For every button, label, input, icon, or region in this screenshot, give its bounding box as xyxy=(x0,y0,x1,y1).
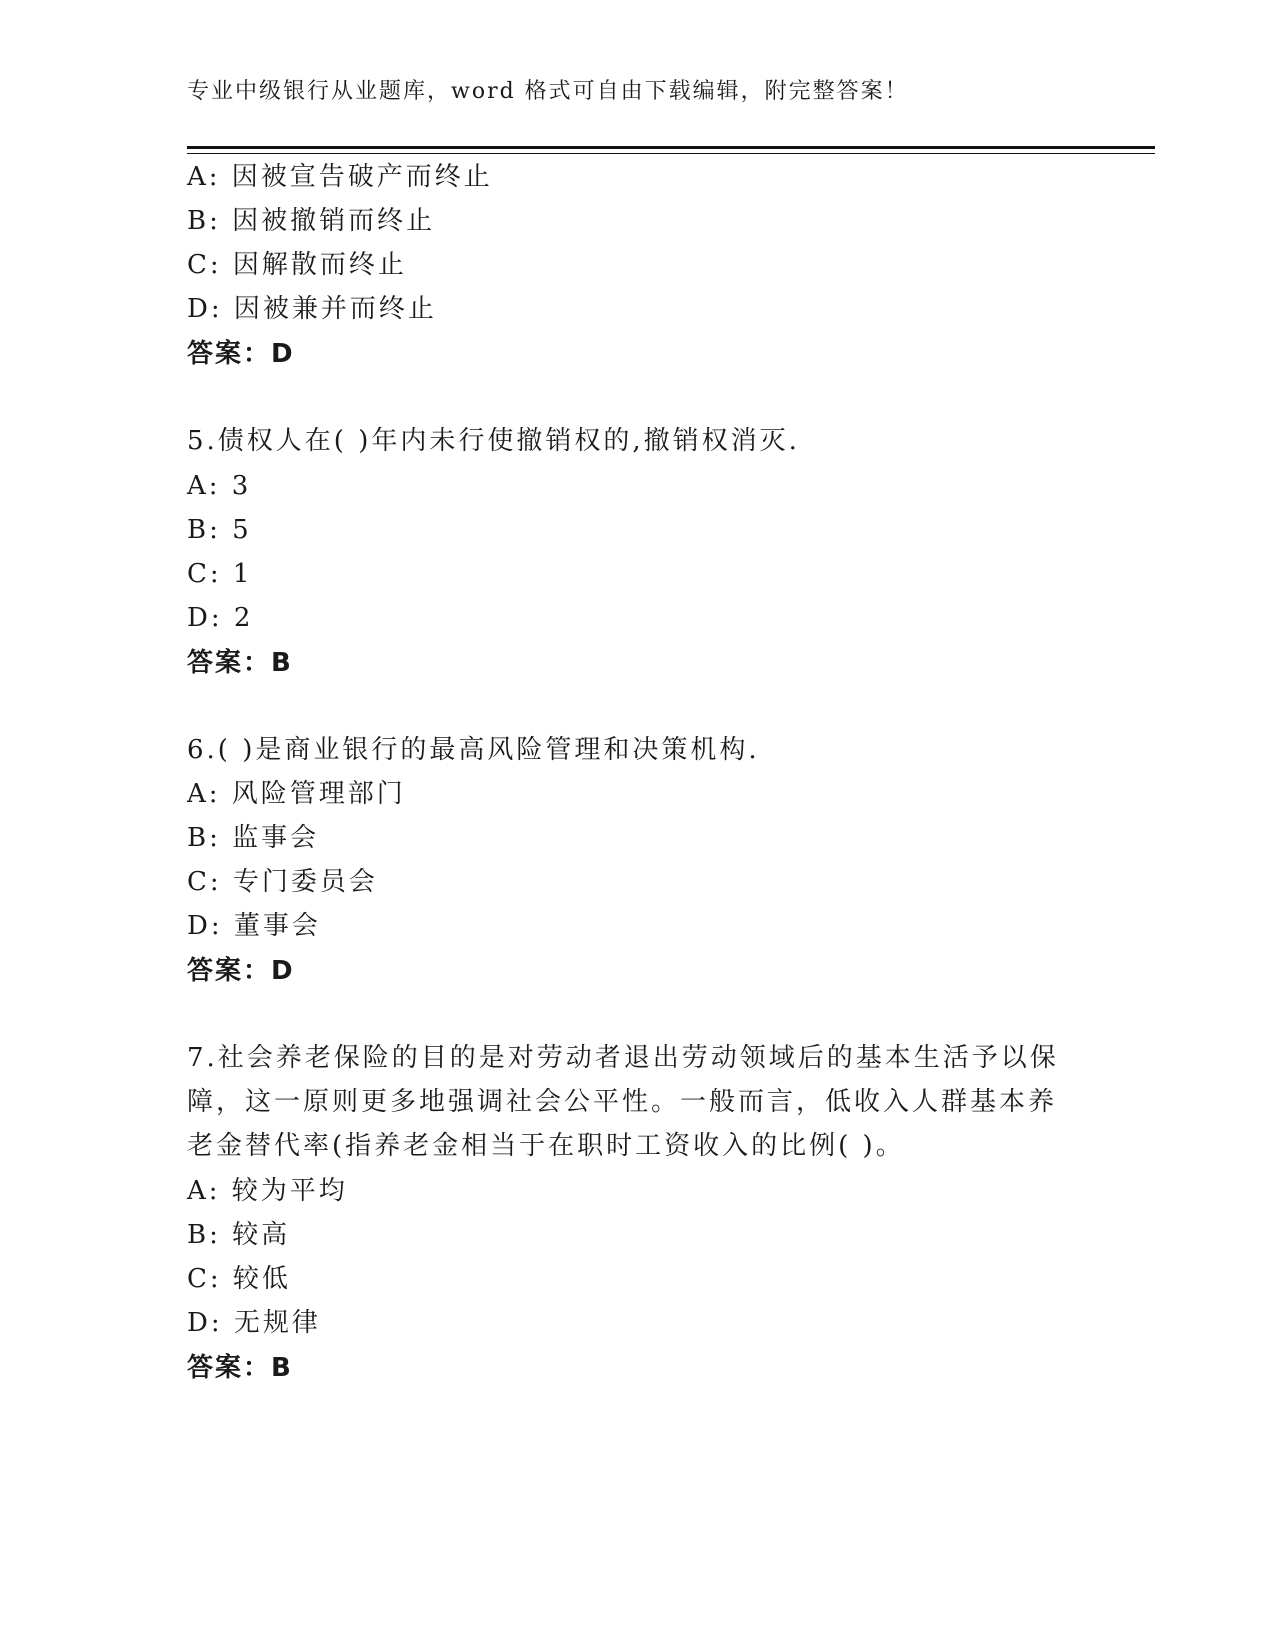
q4-option-c: C: 因解散而终止 xyxy=(187,250,407,280)
q7-question-line-3: 老金替代率(指养老金相当于在职时工资收入的比例( )。 xyxy=(187,1131,905,1161)
q7-question-line-2: 障，这一原则更多地强调社会公平性。一般而言，低收入人群基本养 xyxy=(187,1087,1058,1117)
q6-question: 6.( )是商业银行的最高风险管理和决策机构. xyxy=(187,735,760,765)
q4-option-b: B: 因被撤销而终止 xyxy=(187,206,436,236)
q7-option-c: C: 较低 xyxy=(187,1264,291,1294)
q6-option-a: A: 风险管理部门 xyxy=(187,779,406,809)
q4-answer: 答案：D xyxy=(187,339,295,369)
q5-option-b: B: 5 xyxy=(187,515,252,545)
q5-option-d: D: 2 xyxy=(187,603,254,633)
page-header: 专业中级银行从业题库，word 格式可自由下载编辑，附完整答案！ xyxy=(187,79,909,104)
q7-option-a: A: 较为平均 xyxy=(187,1176,348,1206)
header-rule-thin xyxy=(187,153,1155,154)
q5-option-a: A: 3 xyxy=(187,471,252,501)
q5-question: 5.债权人在( )年内未行使撤销权的,撤销权消灭. xyxy=(187,426,800,456)
q6-option-b: B: 监事会 xyxy=(187,823,320,853)
header-rule-thick xyxy=(187,146,1155,149)
q5-answer: 答案：B xyxy=(187,648,293,678)
q7-question-line-1: 7.社会养老保险的目的是对劳动者退出劳动领域后的基本生活予以保 xyxy=(187,1043,1059,1073)
q7-answer: 答案：B xyxy=(187,1353,293,1383)
q4-option-d: D: 因被兼并而终止 xyxy=(187,294,437,324)
q5-option-c: C: 1 xyxy=(187,559,253,589)
q4-option-a: A: 因被宣告破产而终止 xyxy=(187,162,493,192)
q6-answer: 答案：D xyxy=(187,956,295,986)
q6-option-c: C: 专门委员会 xyxy=(187,867,378,897)
q7-option-d: D: 无规律 xyxy=(187,1308,321,1338)
q6-option-d: D: 董事会 xyxy=(187,911,321,941)
q7-option-b: B: 较高 xyxy=(187,1220,291,1250)
